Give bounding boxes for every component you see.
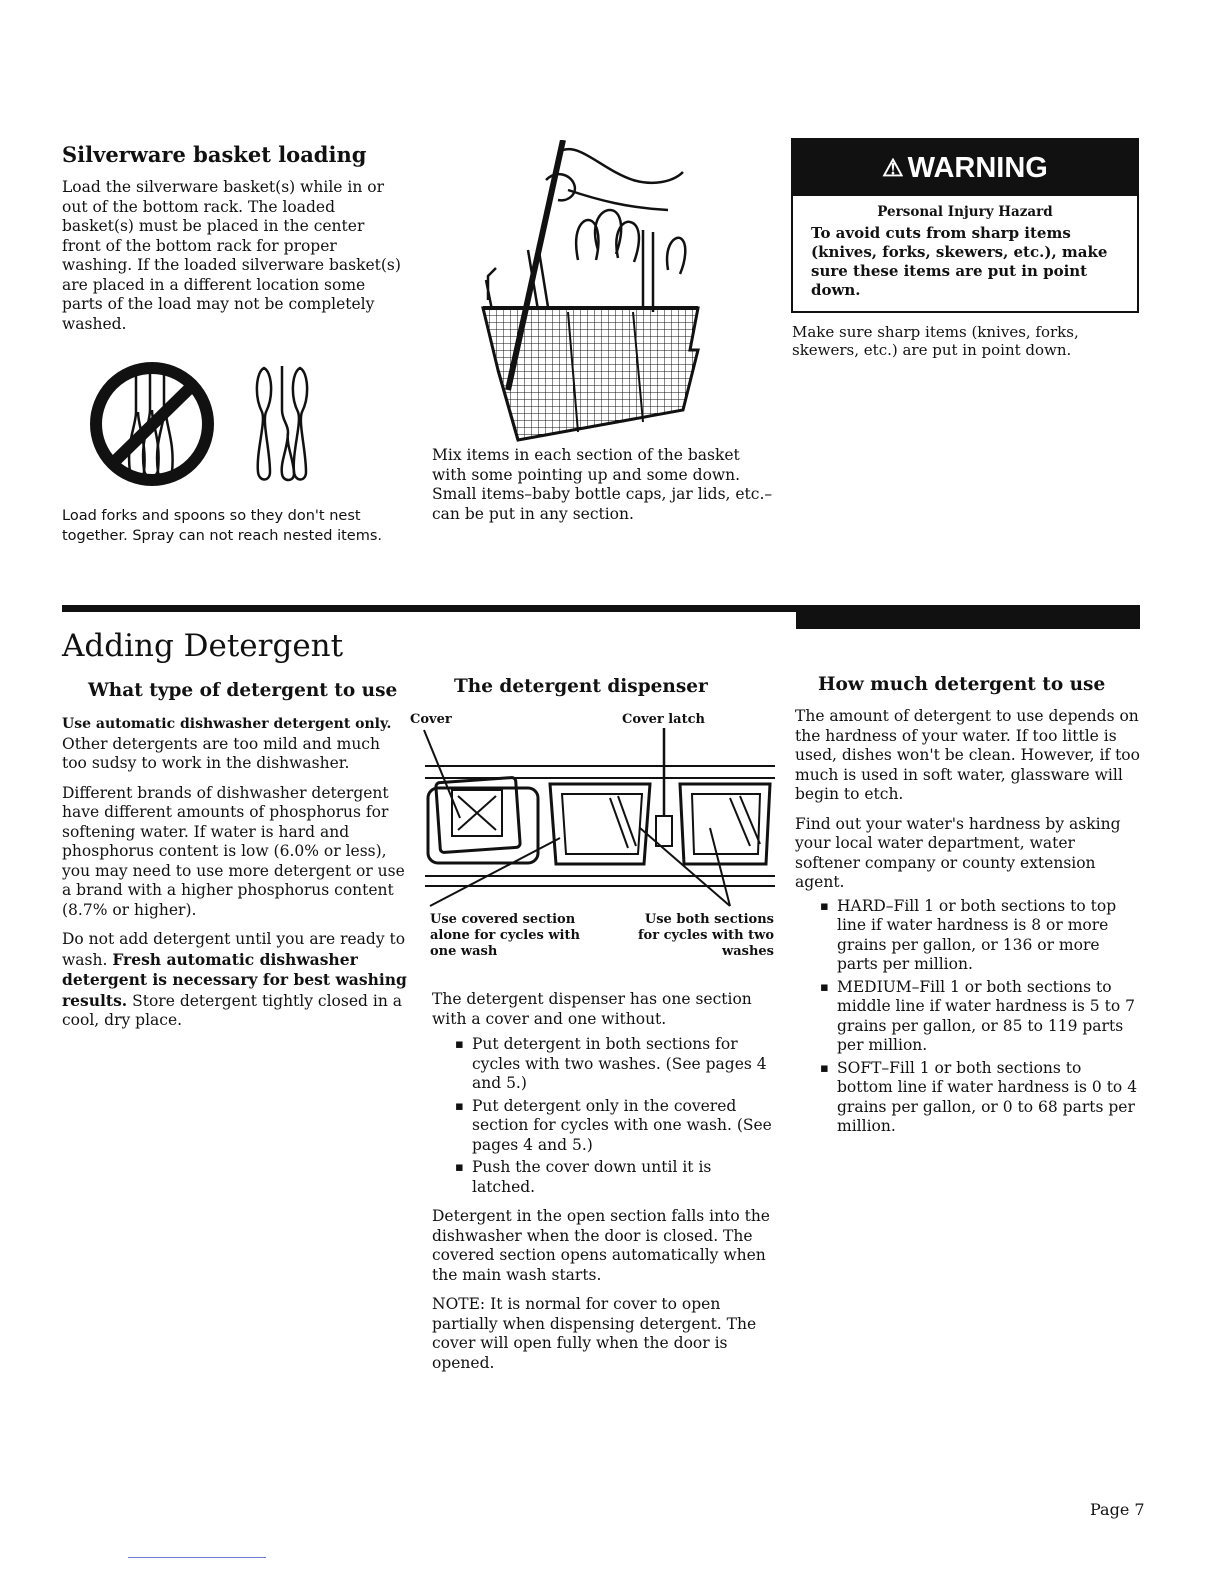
amount-bullet-medium: ▪ MEDIUM–Fill 1 or both sections to middle line if water hardness is 5 to 7 grains per gallon, or 85 to 119 parts per million.: [817, 978, 1140, 1056]
type-p3-end: Store detergent tightly closed in a cool, dry place.: [62, 991, 402, 1029]
hazard-text: To avoid cuts from sharp items (knives, forks, skewers, etc.), make sure these items are put in point down.: [811, 224, 1108, 299]
both-sections-label: Use both sections for cycles with two washes: [637, 912, 774, 959]
type-p1-rest: Other detergents are too mild and much too sudsy to work in the dishwasher.: [62, 734, 380, 772]
covered-section-label: Use covered section alone for cycles with one wash: [430, 912, 580, 959]
warning-triangle-icon: ⚠: [882, 154, 904, 182]
silverware-body: Load the silverware basket(s) while in or out of the bottom rack. The loaded basket(s) must be placed in the center front of the bottom rack for proper washing. If the loaded silverware basket(s) are placed in a different location some parts of the load may not be completely washed.: [62, 178, 401, 333]
cover-latch-label: Cover latch: [622, 712, 705, 727]
type-p3-bold: Fresh automatic dishwasher detergent is necessary for best washing results.: [62, 949, 407, 1010]
warning-header: [793, 140, 1137, 196]
type-p3-start: Do not add detergent until you are ready to wash.: [62, 930, 406, 969]
type-section: [62, 714, 407, 1031]
warning-box: [791, 138, 1139, 313]
amount-paragraph-1: The amount of detergent to use depends on the hardness of your water. If too little is used, dishes won't be clean. However, if too much is used in soft water, glassware will begin to etch.: [795, 707, 1140, 803]
dispenser-paragraph-2: Detergent in the open section falls into the dishwasher when the door is closed. The covered section opens automatically when the main wash starts.: [432, 1207, 770, 1284]
type-p1-bold: Use automatic dishwasher detergent only.: [62, 716, 392, 732]
separated-utensils-icon: [257, 366, 307, 480]
type-paragraph-2: Different brands of dishwasher detergent have different amounts of phosphorus for softening water. If water is hard and phosphorus content is low (6.0% or less), you may need to use more detergent or use a brand with a higher phosphorus content (8.7% or higher).: [62, 783, 405, 919]
open-section-icon: [550, 784, 650, 864]
basket-caption: Mix items in each section of the basket with some pointing up and some down. Small items–baby bottle caps, jar lids, etc.–can be put in any section.: [432, 446, 773, 523]
basket-icon: [483, 308, 698, 440]
amount-bullet-soft: ▪ SOFT–Fill 1 or both sections to bottom line if water hardness is 0 to 4 grains per gallon, or 0 to 68 parts per million.: [817, 1059, 1140, 1137]
dispenser-bullets: [452, 1035, 777, 1197]
type-paragraph-3: [62, 930, 407, 1031]
warning-title: WARNING: [907, 151, 1048, 184]
no-nesting-illustration: [86, 360, 326, 490]
dispenser-bullet: ▪ Put detergent only in the covered section for cycles with one wash. (See pages 4 and 5.): [452, 1097, 777, 1156]
dispenser-bullet: ▪ Put detergent in both sections for cycles with two washes. (See pages 4 and 5.): [452, 1035, 777, 1094]
silverware-heading: Silverware basket loading: [62, 142, 367, 167]
warning-after-text: Make sure sharp items (knives, forks, skewers, etc.) are put in point down.: [792, 323, 1079, 359]
type-paragraph-1: [62, 714, 407, 774]
prohibition-icon: [96, 368, 208, 480]
adding-detergent-title: Adding Detergent: [62, 628, 344, 664]
silverware-basket-illustration: [468, 140, 718, 445]
covered-section-icon: [428, 777, 538, 863]
utensils-in-basket: [486, 210, 685, 312]
nesting-caption: Load forks and spoons so they don't nest together. Spray can not reach nested items.: [62, 508, 383, 544]
dispenser-paragraph-1: The detergent dispenser has one section with a cover and one without.: [432, 990, 752, 1028]
dispenser-section: [432, 990, 777, 1373]
dispenser-bullet: ▪ Push the cover down until it is latched.: [452, 1158, 777, 1197]
dispenser-heading: The detergent dispenser: [454, 676, 708, 697]
type-heading: What type of detergent to use: [88, 680, 398, 701]
amount-bullet-hard: ▪ HARD–Fill 1 or both sections to top line if water hardness is 8 or more grains per gallon, or 136 or more parts per million.: [817, 897, 1140, 975]
amount-bullets: [817, 897, 1140, 1137]
dispenser-note: NOTE: It is normal for cover to open partially when dispensing detergent. The cover will open fully when the door is opened.: [432, 1295, 757, 1372]
divider-tab: [796, 605, 1140, 629]
cover-latch-icon: [656, 728, 672, 846]
page-number: Page 7: [1090, 1500, 1145, 1519]
amount-heading: How much detergent to use: [818, 674, 1106, 695]
hazard-title: Personal Injury Hazard: [877, 204, 1053, 220]
hand-icon: [546, 149, 683, 210]
detergent-dispenser-illustration: [410, 728, 780, 910]
amount-section: [795, 707, 1140, 1140]
amount-paragraph-2: Find out your water's hardness by asking your local water department, water softener company or county extension agent.: [795, 814, 1121, 891]
footer-rule: [128, 1557, 266, 1558]
cover-label: Cover: [410, 712, 452, 727]
